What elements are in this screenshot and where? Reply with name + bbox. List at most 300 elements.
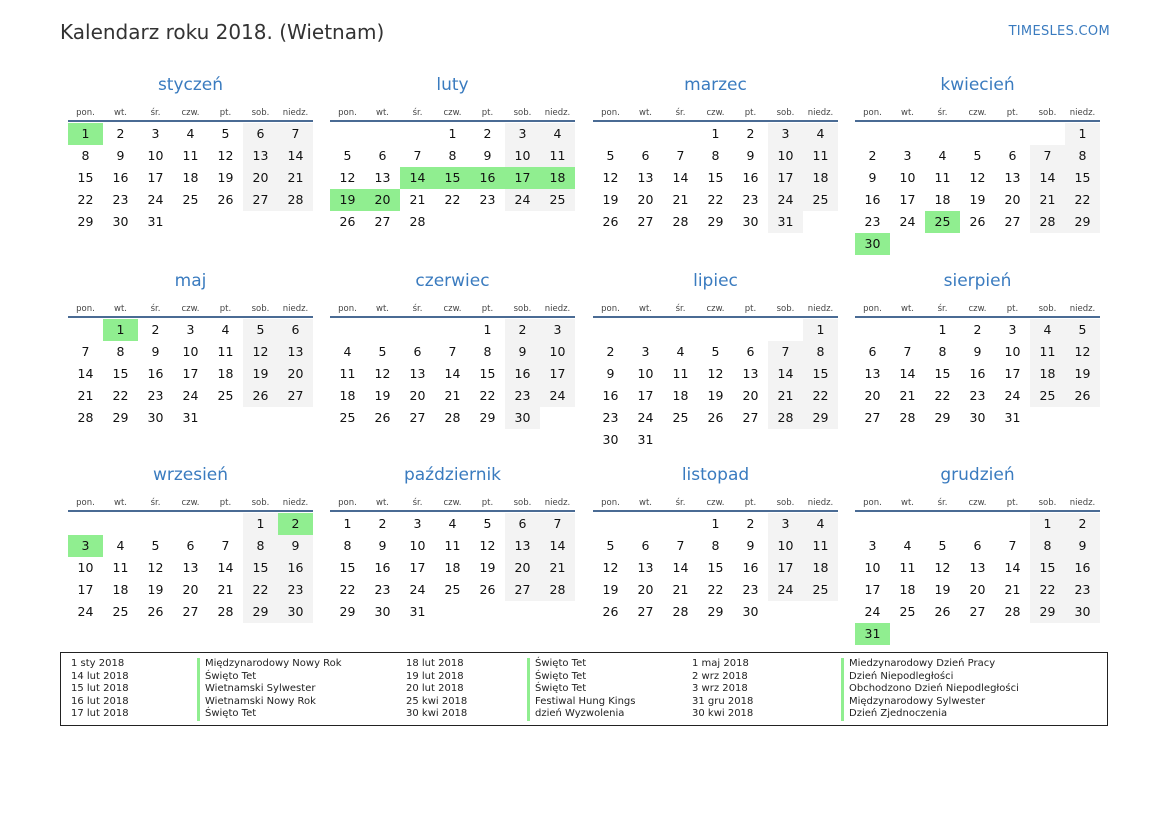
empty-cell: [663, 513, 698, 535]
weekday-label: czw.: [181, 498, 200, 508]
day-cell: 30: [147, 410, 164, 425]
holiday-date: 1 sty 2018: [71, 658, 125, 669]
weekday-label: śr.: [412, 108, 423, 118]
day-cell: 22: [77, 192, 94, 207]
month-name: lipiec: [693, 271, 738, 291]
day-cell: 9: [378, 538, 387, 553]
day-cell: 18: [803, 167, 838, 189]
day-cell: 19: [969, 192, 986, 207]
holiday-name: Miedzynarodowy Dzień Pracy: [849, 658, 996, 669]
empty-cell: [593, 319, 628, 341]
empty-cell: [138, 513, 173, 535]
day-cell: 23: [374, 582, 391, 597]
day-cell: 19: [934, 582, 951, 597]
week-row: [330, 407, 575, 429]
week-row: [855, 319, 1100, 341]
weekday-label: pon.: [601, 108, 620, 118]
day-cell: 18: [182, 170, 199, 185]
day-cell: 27: [864, 410, 881, 425]
day-cell: 13: [969, 560, 986, 575]
day-cell: 25: [1030, 385, 1065, 407]
day-cell: 17: [899, 192, 916, 207]
day-cell: 17: [505, 167, 540, 189]
day-cell: 28: [444, 410, 461, 425]
day-cell: 21: [1004, 582, 1021, 597]
day-cell: 14: [540, 535, 575, 557]
day-cell: 23: [479, 192, 496, 207]
week-row: [855, 513, 1100, 535]
weekday-label: sob.: [251, 498, 270, 508]
day-cell: 9: [973, 344, 982, 359]
day-cell: 18: [112, 582, 129, 597]
day-cell: 18: [1030, 363, 1065, 385]
empty-cell: [890, 513, 925, 535]
holiday-name: Dzień Niepodległości: [849, 670, 954, 682]
weekday-label: wt.: [114, 304, 127, 314]
weekday-label: pt.: [1006, 304, 1019, 314]
weekday-label: czw.: [443, 498, 462, 508]
day-cell: 15: [479, 366, 496, 381]
day-cell: 16: [112, 170, 129, 185]
empty-cell: [278, 407, 313, 429]
weekday-label: niedz.: [1069, 498, 1096, 508]
weekday-label: wt.: [901, 108, 914, 118]
day-cell: 24: [768, 579, 803, 601]
month-name: maj: [174, 271, 207, 291]
day-cell: 5: [1065, 319, 1100, 341]
day-cell: 24: [864, 604, 881, 619]
day-cell: 8: [1030, 535, 1065, 557]
day-cell: 23: [602, 410, 619, 425]
day-cell: 16: [147, 366, 164, 381]
weekday-label: czw.: [181, 108, 200, 118]
month-2: [593, 72, 838, 233]
day-cell: 25: [217, 388, 234, 403]
day-cell: 19: [479, 560, 496, 575]
holiday-name: Obchodzono Dzień Niepodległości: [849, 683, 1019, 695]
day-cell: 15: [77, 170, 94, 185]
day-cell: 6: [278, 319, 313, 341]
week-row: [68, 167, 313, 189]
empty-cell: [628, 319, 663, 341]
weekday-label: niedz.: [544, 498, 571, 508]
empty-cell: [855, 319, 890, 341]
empty-cell: [960, 233, 995, 255]
month-name: wrzesień: [152, 465, 229, 485]
day-cell: 24: [147, 192, 164, 207]
day-cell: 27: [374, 214, 391, 229]
week-row: [855, 211, 1100, 233]
month-name: sierpień: [943, 271, 1012, 291]
day-cell: 17: [768, 557, 803, 579]
day-cell: 28: [540, 579, 575, 601]
day-cell: 24: [77, 604, 94, 619]
weekday-label: sob.: [251, 108, 270, 118]
empty-cell: [208, 513, 243, 535]
weekday-label: pt.: [744, 304, 757, 314]
week-row: [593, 407, 838, 429]
holiday-date: 14 lut 2018: [71, 670, 129, 682]
day-cell: 12: [339, 170, 356, 185]
week-row: [68, 363, 313, 385]
day-cell: 30: [602, 432, 619, 447]
week-row: [330, 319, 575, 341]
day-cell: 22: [479, 388, 496, 403]
month-name: styczeń: [157, 75, 224, 95]
weekday-label: niedz.: [1069, 108, 1096, 118]
empty-cell: [68, 319, 103, 341]
day-cell: 17: [768, 167, 803, 189]
empty-cell: [925, 623, 960, 645]
empty-cell: [435, 601, 470, 623]
day-cell: 27: [505, 579, 540, 601]
day-cell: 13: [742, 366, 759, 381]
weekday-header: [855, 298, 1100, 316]
week-row: [593, 385, 838, 407]
weekday-label: wt.: [639, 108, 652, 118]
day-cell: 3: [768, 513, 803, 535]
week-row: [855, 363, 1100, 385]
empty-cell: [243, 211, 278, 233]
day-cell: 10: [864, 560, 881, 575]
day-cell: 28: [1030, 211, 1065, 233]
day-cell: 3: [868, 538, 877, 553]
day-cell: 29: [707, 214, 724, 229]
empty-cell: [698, 319, 733, 341]
day-cell: 22: [339, 582, 356, 597]
day-cell: 16: [602, 388, 619, 403]
empty-cell: [365, 319, 400, 341]
day-cell: 25: [182, 192, 199, 207]
week-row: [855, 601, 1100, 623]
day-cell: 27: [409, 410, 426, 425]
empty-cell: [663, 123, 698, 145]
weekday-label: pon.: [76, 304, 95, 314]
week-row: [330, 385, 575, 407]
weekday-label: pt.: [744, 108, 757, 118]
empty-cell: [1065, 233, 1100, 255]
empty-cell: [593, 123, 628, 145]
day-cell: 20: [637, 582, 654, 597]
day-cell: 14: [672, 560, 689, 575]
day-cell: 6: [641, 538, 650, 553]
day-cell: 27: [278, 385, 313, 407]
empty-cell: [1030, 623, 1065, 645]
day-cell: 12: [934, 560, 951, 575]
day-cell: 27: [637, 604, 654, 619]
day-cell: 6: [243, 123, 278, 145]
empty-cell: [505, 601, 540, 623]
day-cell: 23: [278, 579, 313, 601]
weekday-label: śr.: [675, 304, 686, 314]
empty-cell: [1030, 123, 1065, 145]
day-cell: 4: [803, 513, 838, 535]
day-cell: 7: [448, 344, 457, 359]
day-cell: 16: [374, 560, 391, 575]
day-cell: 19: [707, 388, 724, 403]
day-cell: 8: [81, 148, 90, 163]
header-divider: [855, 316, 1100, 318]
weekday-label: pt.: [1006, 498, 1019, 508]
day-cell: 10: [182, 344, 199, 359]
day-cell: 1: [343, 516, 352, 531]
day-cell: 30: [742, 214, 759, 229]
week-row: [855, 145, 1100, 167]
week-row: [593, 363, 838, 385]
week-row: [593, 319, 838, 341]
day-cell: 16: [1065, 557, 1100, 579]
weekday-label: czw.: [706, 108, 725, 118]
weekday-label: pon.: [863, 304, 882, 314]
weekday-label: pon.: [338, 498, 357, 508]
day-cell: 15: [435, 167, 470, 189]
weekday-label: niedz.: [807, 498, 834, 508]
day-cell: 2: [116, 126, 125, 141]
empty-cell: [663, 429, 698, 451]
day-cell: 11: [934, 170, 951, 185]
month-name: grudzień: [940, 465, 1015, 485]
day-cell: 17: [182, 366, 199, 381]
day-cell: 18: [540, 167, 575, 189]
empty-cell: [68, 513, 103, 535]
empty-cell: [995, 123, 1030, 145]
holiday-date: 16 lut 2018: [71, 695, 129, 707]
day-cell: 9: [151, 344, 160, 359]
day-cell: 29: [243, 601, 278, 623]
week-row: [330, 123, 575, 145]
day-cell: 26: [374, 410, 391, 425]
holiday-date: 30 kwi 2018: [406, 708, 468, 720]
day-cell: 2: [868, 148, 877, 163]
day-cell: 7: [413, 148, 422, 163]
day-cell: 6: [1008, 148, 1017, 163]
legend-dates: [71, 658, 129, 721]
legend-dates: [692, 658, 753, 721]
week-row: [855, 535, 1100, 557]
day-cell: 21: [540, 557, 575, 579]
empty-cell: [593, 513, 628, 535]
site-link[interactable]: TIMESLES.COM: [1008, 24, 1110, 39]
day-cell: 20: [864, 388, 881, 403]
day-cell: 8: [483, 344, 492, 359]
weekday-label: pon.: [863, 108, 882, 118]
holiday-legend: [60, 652, 1108, 726]
weekday-label: pon.: [863, 498, 882, 508]
empty-cell: [960, 123, 995, 145]
day-cell: 3: [540, 319, 575, 341]
header-divider: [68, 316, 313, 318]
day-cell: 28: [899, 410, 916, 425]
day-cell: 5: [483, 516, 492, 531]
day-cell: 3: [151, 126, 160, 141]
day-cell: 12: [602, 170, 619, 185]
day-cell: 29: [339, 604, 356, 619]
day-cell: 16: [505, 363, 540, 385]
day-cell: 2: [606, 344, 615, 359]
day-cell: 17: [1004, 366, 1021, 381]
weekday-label: sob.: [251, 304, 270, 314]
month-name: luty: [436, 75, 469, 95]
day-cell: 22: [112, 388, 129, 403]
week-row: [68, 341, 313, 363]
weekday-label: pon.: [601, 304, 620, 314]
holiday-date: 18 lut 2018: [406, 658, 464, 669]
day-cell: 18: [672, 388, 689, 403]
day-cell: 6: [746, 344, 755, 359]
month-11: [855, 462, 1100, 645]
weekday-label: niedz.: [282, 304, 309, 314]
day-cell: 3: [1008, 322, 1017, 337]
week-row: [593, 189, 838, 211]
empty-cell: [995, 513, 1030, 535]
day-cell: 26: [707, 410, 724, 425]
holiday-date: 15 lut 2018: [71, 683, 129, 695]
day-cell: 31: [409, 604, 426, 619]
empty-cell: [435, 319, 470, 341]
month-3: [855, 72, 1100, 255]
week-row: [68, 579, 313, 601]
day-cell: 9: [483, 148, 492, 163]
day-cell: 25: [540, 189, 575, 211]
empty-cell: [540, 211, 575, 233]
header-divider: [330, 510, 575, 512]
day-cell: 12: [1065, 341, 1100, 363]
month-6: [593, 268, 838, 451]
month-name: październik: [403, 465, 502, 485]
weekday-label: niedz.: [807, 304, 834, 314]
day-cell: 14: [1004, 560, 1021, 575]
day-cell: 23: [864, 214, 881, 229]
month-5: [330, 268, 575, 429]
weekday-label: czw.: [968, 304, 987, 314]
weekday-label: pon.: [76, 108, 95, 118]
empty-cell: [540, 407, 575, 429]
holiday-name: Święto Tet: [535, 683, 587, 695]
week-row: [330, 601, 575, 623]
weekday-label: wt.: [901, 498, 914, 508]
holiday-name: Wietnamski Sylwester: [205, 683, 316, 695]
week-row: [68, 211, 313, 233]
month-name: listopad: [681, 465, 750, 485]
day-cell: 25: [925, 211, 960, 233]
day-cell: 4: [676, 344, 685, 359]
day-cell: 5: [938, 538, 947, 553]
day-cell: 27: [1004, 214, 1021, 229]
holiday-name: Święto Tet: [535, 670, 587, 682]
empty-cell: [278, 211, 313, 233]
day-cell: 25: [672, 410, 689, 425]
weekday-label: czw.: [706, 304, 725, 314]
holiday-name: Festiwal Hung Kings: [535, 695, 636, 707]
empty-cell: [435, 211, 470, 233]
day-cell: 28: [672, 214, 689, 229]
day-cell: 7: [768, 341, 803, 363]
weekday-label: wt.: [901, 304, 914, 314]
day-cell: 20: [409, 388, 426, 403]
header-divider: [855, 120, 1100, 122]
weekday-label: niedz.: [282, 498, 309, 508]
weekday-label: śr.: [150, 304, 161, 314]
empty-cell: [855, 123, 890, 145]
week-row: [330, 167, 575, 189]
day-cell: 20: [742, 388, 759, 403]
day-cell: 20: [243, 167, 278, 189]
weekday-label: sob.: [513, 304, 532, 314]
legend-names: [527, 658, 635, 721]
empty-cell: [960, 623, 995, 645]
day-cell: 13: [409, 366, 426, 381]
day-cell: 16: [864, 192, 881, 207]
month-8: [68, 462, 313, 623]
day-cell: 24: [637, 410, 654, 425]
day-cell: 2: [1065, 513, 1100, 535]
day-cell: 6: [641, 148, 650, 163]
day-cell: 16: [742, 170, 759, 185]
day-cell: 22: [243, 579, 278, 601]
day-cell: 7: [1008, 538, 1017, 553]
day-cell: 22: [707, 192, 724, 207]
day-cell: 24: [768, 189, 803, 211]
day-cell: 22: [803, 385, 838, 407]
holiday-name: Święto Tet: [205, 670, 257, 682]
empty-cell: [243, 407, 278, 429]
day-cell: 11: [899, 560, 916, 575]
day-cell: 21: [672, 192, 689, 207]
empty-cell: [470, 211, 505, 233]
day-cell: 30: [855, 233, 890, 255]
empty-cell: [890, 233, 925, 255]
day-cell: 13: [374, 170, 391, 185]
weekday-header: [68, 298, 313, 316]
day-cell: 6: [413, 344, 422, 359]
week-row: [593, 145, 838, 167]
day-cell: 25: [803, 579, 838, 601]
day-cell: 8: [711, 148, 720, 163]
day-cell: 4: [803, 123, 838, 145]
month-4: [68, 268, 313, 429]
day-cell: 26: [243, 385, 278, 407]
day-cell: 4: [186, 126, 195, 141]
empty-cell: [733, 319, 768, 341]
day-cell: 3: [641, 344, 650, 359]
empty-cell: [208, 211, 243, 233]
day-cell: 11: [217, 344, 234, 359]
day-cell: 20: [637, 192, 654, 207]
day-cell: 8: [711, 538, 720, 553]
day-cell: 30: [374, 604, 391, 619]
day-cell: 21: [672, 582, 689, 597]
day-cell: 18: [217, 366, 234, 381]
day-cell: 26: [479, 582, 496, 597]
day-cell: 22: [707, 582, 724, 597]
day-cell: 21: [1030, 189, 1065, 211]
day-cell: 17: [864, 582, 881, 597]
day-cell: 6: [973, 538, 982, 553]
day-cell: 5: [606, 148, 615, 163]
empty-cell: [890, 123, 925, 145]
week-row: [68, 145, 313, 167]
holiday-name: Dzień Zjednoczenia: [849, 708, 948, 720]
day-cell: 8: [116, 344, 125, 359]
week-row: [855, 579, 1100, 601]
day-cell: 28: [217, 604, 234, 619]
day-cell: 28: [1004, 604, 1021, 619]
week-row: [330, 341, 575, 363]
day-cell: 6: [378, 148, 387, 163]
empty-cell: [768, 601, 803, 623]
day-cell: 2: [505, 319, 540, 341]
day-cell: 21: [278, 167, 313, 189]
